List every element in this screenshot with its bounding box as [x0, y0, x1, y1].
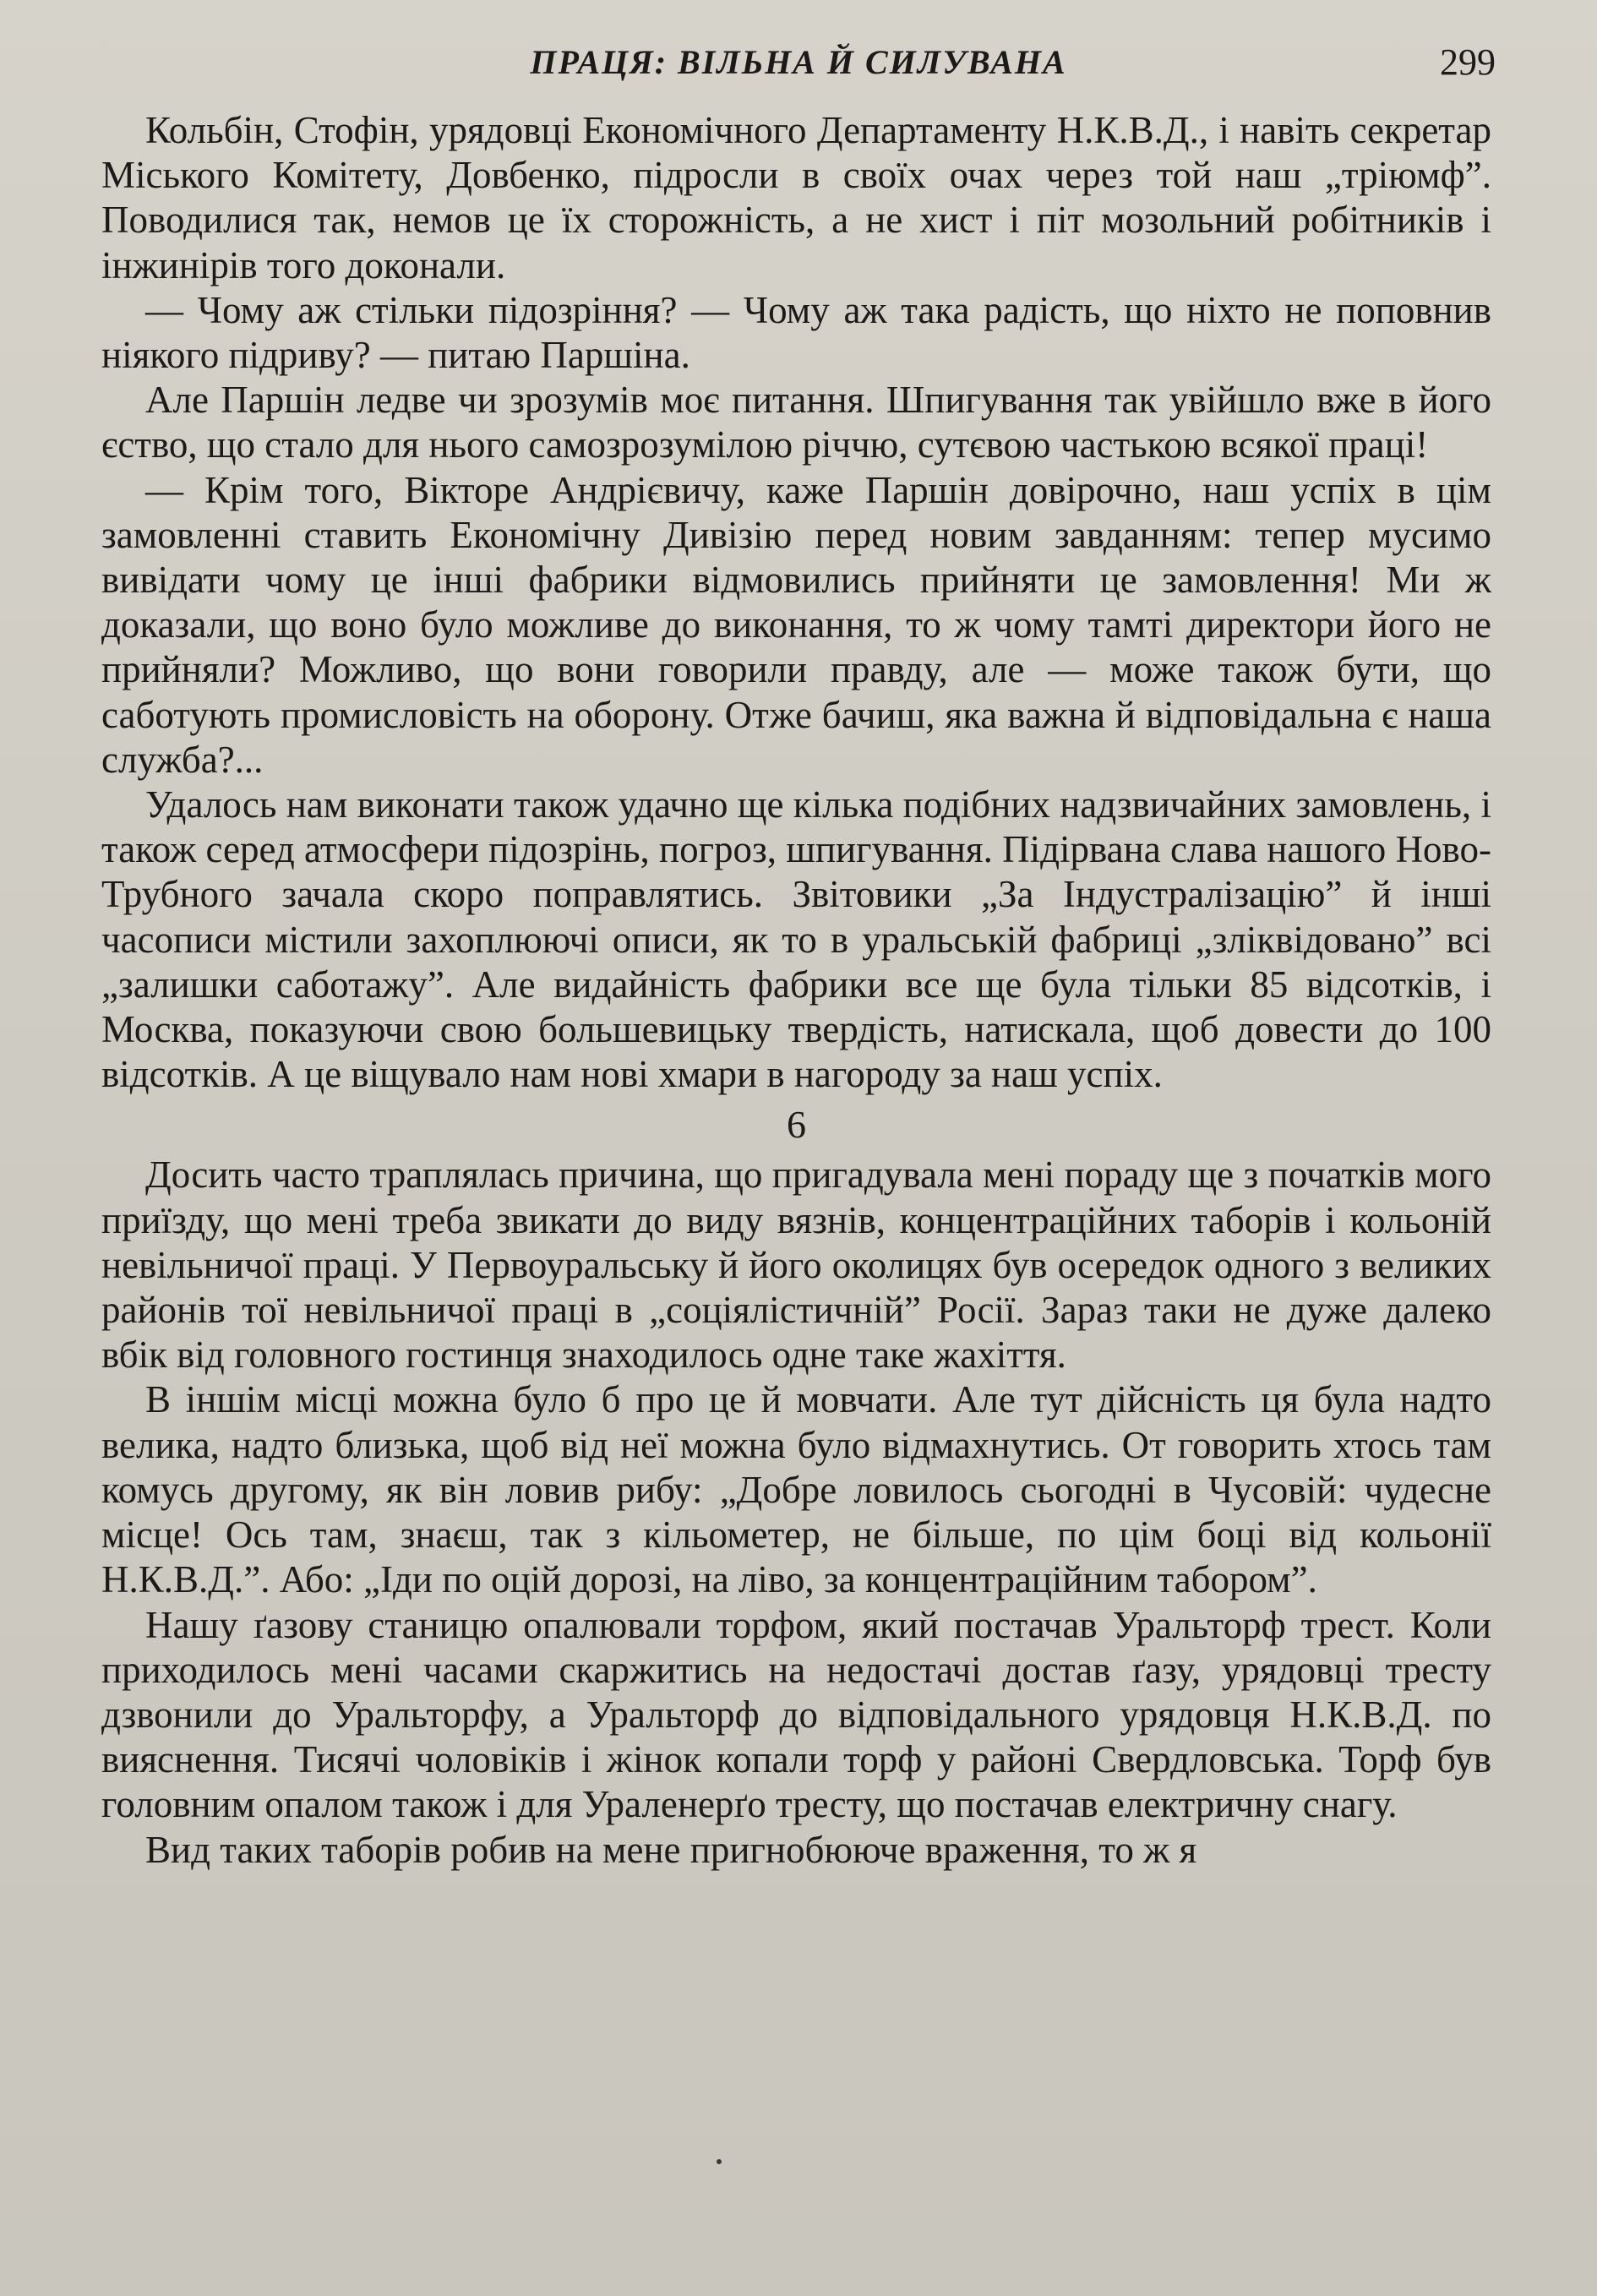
paragraph: — Крім того, Вікторе Андрієвичу, каже Паршін довірочно, наш успіх в цім замовленні ставить Економічну Дивізію перед новим завданням: тепер мусимо вивідати чому це інші фабрики відмовились прийняти це замовлення! Ми ж доказали, що воно було можливе до виконання, то ж чому тамті директори його не прийняли? Можливо, що вони говорили правду, але — може також бути, що саботують промисловість на оборону. Отже бачиш, яка важна й відповідальна є наша служба?... [101, 468, 1491, 781]
page-number: 299 [1440, 41, 1496, 83]
running-title: ПРАЦЯ: ВІЛЬНА Й СИЛУВАНА [530, 43, 1067, 81]
body-text [101, 108, 1491, 1873]
running-head [0, 34, 1597, 85]
paragraph: Але Паршін ледве чи зрозумів моє питання. Шпигування так увійшло вже в його єство, що стало для нього самозрозумілою річчю, сутєвою частькою всякої праці! [101, 379, 1491, 466]
paragraph: Вид таких таборів робив на мене пригнобюючe враження, то ж я [145, 1828, 1197, 1871]
ink-speck [717, 2159, 722, 2164]
paragraph: Нашу ґазову станицю опалювали торфом, який постачав Уральторф трест. Коли приходилось мені часами скаржитись на недостачі достав ґазу, урядовці тресту дзвонили до Уральторфу, а Уральторф до відповідального урядовця Н.К.В.Д. по вияснення. Тисячі чоловіків і жінок копали торф у районі Свердловська. Торф був головним опалом також і для Ураленерґо тресту, що постачав електричну снагу. [101, 1603, 1491, 1826]
paragraph: — Чому аж стільки підозріння? — Чому аж така радість, що ніхто не поповнив ніякого підриву? — питаю Паршіна. [101, 288, 1491, 377]
section-number: 6 [787, 1103, 806, 1147]
paragraph: Кольбін, Стофін, урядовці Економічного Департаменту Н.К.В.Д., і навіть секретар Міського Комітету, Довбенко, підросли в своїх очах через той наш „тріюмф”. Поводилися так, немов це їх сторожність, а не хист і піт мозольний робітників і інжинірів того доконали. [101, 109, 1491, 286]
paragraph: Удалось нам виконати також удачно ще кілька подібних надзвичайних замовлень, і також серед атмосфери підозрінь, погроз, шпигування. Підірвана слава нашого Ново-Трубного зачала скоро поправлятись. Звітовики „За Індустралізацію” й інші часописи містили захоплюючі описи, як то в уральській фабриці „зліквідовано” всі „залишки саботажу”. Але видайність фабрики все ще була тільки 85 відсотків, і Москва, показуючи свою большевицьку твердість, натискала, щоб довести до 100 відсотків. А це віщувало нам нові хмари в нагороду за наш успіх. [101, 783, 1491, 1096]
paragraph: Досить часто траплялась причина, що пригадувала мені пораду ще з початків мого приїзду, що мені треба звикати до виду вязнів, концентраційних таборів і кольоній невільничої праці. У Первоуральську й його околицях був осередок одного з великих районів тої невільничої праці в „соціялістичній” Росії. Зараз таки не дуже далеко вбік від головного гостинця знаходилось одне таке жахіття. [101, 1153, 1491, 1377]
paragraph: В іншім місці можна було б про це й мовчати. Але тут дійсність ця була надто велика, надто близька, щоб від неї можна було відмахнутись. От говорить хтось там комусь другому, як він ловив рибу: „Добре ловилось сьогодні в Чусовій: чудесне місце! Ось там, знаєш, так з кільометер, не більше, по цім боці від кольонії Н.К.В.Д.”. Або: „Іди по оцій дорозі, на ліво, за концентраційним табором”. [101, 1378, 1491, 1601]
